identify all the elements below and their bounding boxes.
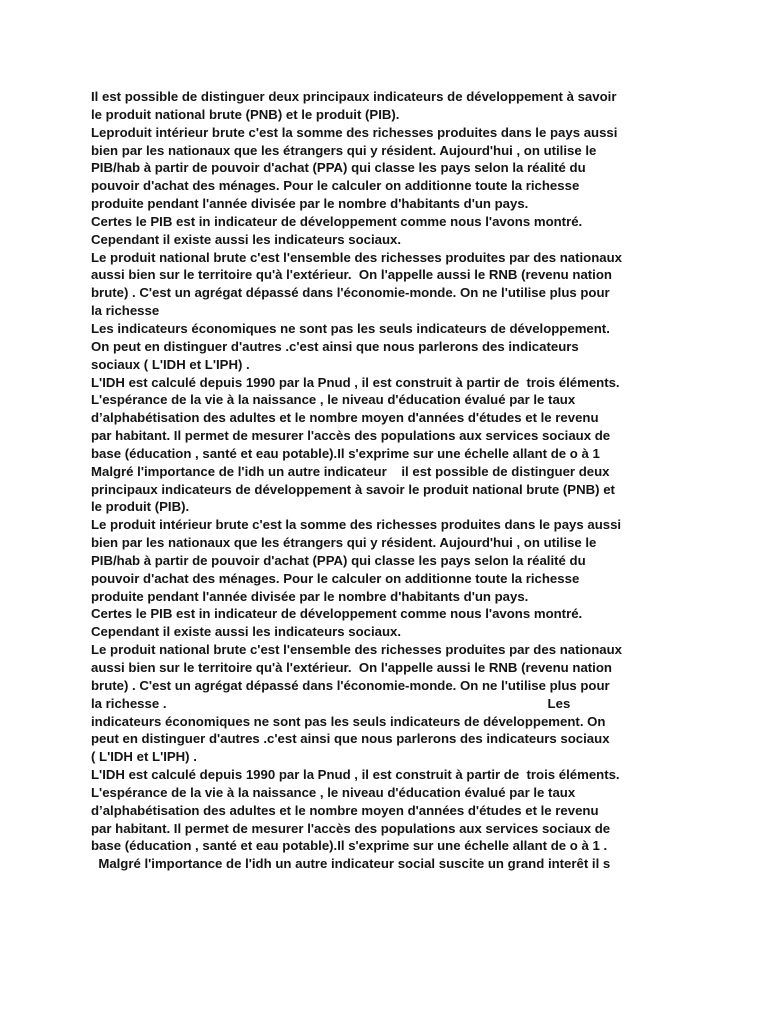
text-line: Certes le PIB est in indicateur de développement comme nous l'avons montré. (91, 213, 583, 229)
text-line: L'espérance de la vie à la naissance , le niveau d'éducation évalué par le taux (91, 784, 576, 800)
text-line: On peut en distinguer d'autres .c'est ainsi que nous parlerons des indicateurs (91, 338, 579, 354)
text-line: L'IDH est calculé depuis 1990 par la Pnud , il est construit à partir de trois éléments. (91, 374, 620, 390)
text-line: le produit national brute (PNB) et le produit (PIB). (91, 106, 400, 122)
text-line: bien par les nationaux que les étrangers qui y résident. Aujourd'hui , on utilise le (91, 142, 597, 158)
text-line: par habitant. Il permet de mesurer l'accès des populations aux services sociaux de (91, 428, 611, 444)
text-line: pouvoir d'achat des ménages. Pour le calculer on additionne toute la richesse (91, 178, 580, 194)
text-line: Malgré l'importance de l'idh un autre indicateur il est possible de distinguer deux (91, 463, 610, 479)
text-line: aussi bien sur le territoire qu'à l'extérieur. On l'appelle aussi le RNB (revenu nation (91, 660, 612, 675)
text-line: d’alphabétisation des adultes et le nombre moyen d'années d'études et le revenu (91, 410, 599, 426)
text-line: brute) . C'est un agrégat dépassé dans l'économie-monde. On ne l'utilise plus pour (91, 285, 610, 301)
text-line: Le produit intérieur brute c'est la somme des richesses produites dans le pays aussi (91, 517, 622, 533)
text-line: la richesse (91, 303, 160, 319)
text-line: L'espérance de la vie à la naissance , le niveau d'éducation évalué par le taux (91, 392, 576, 408)
text-line: Cependant il existe aussi les indicateurs sociaux. (91, 231, 402, 247)
text-line: d’alphabétisation des adultes et le nombre moyen d'années d'études et le revenu (91, 802, 599, 818)
text-line: bien par les nationaux que les étrangers qui y résident. Aujourd'hui , on utilise le (91, 535, 597, 551)
text-line: produite pendant l'année divisée par le nombre d'habitants d'un pays. (91, 588, 529, 604)
text-line: Leproduit intérieur brute c'est la somme des richesses produites dans le pays aussi (91, 124, 618, 140)
text-line: aussi bien sur le territoire qu'à l'extérieur. On l'appelle aussi le RNB (revenu nation (91, 267, 612, 283)
text-line: produite pendant l'année divisée par le nombre d'habitants d'un pays. (91, 196, 529, 212)
text-line: PIB/hab à partir de pouvoir d'achat (PPA) qui classe les pays selon la réalité du (91, 552, 586, 568)
text-line: Le produit national brute c'est l'ensemble des richesses produites par des nationaux (91, 642, 622, 658)
text-line: indicateurs économiques ne sont pas les seuls indicateurs de développement. On (91, 713, 606, 729)
text-line: principaux indicateurs de développement à savoir le produit national brute (PNB) et (91, 481, 615, 497)
text-line: brute) . C'est un agrégat dépassé dans l'économie-monde. On ne l'utilise plus pour (91, 677, 610, 693)
text-line: le produit (PIB). (91, 499, 190, 515)
text-line: Cependant il existe aussi les indicateurs sociaux. (91, 624, 402, 640)
text-line: Le produit national brute c'est l'ensemble des richesses produites par des nationaux (91, 249, 622, 265)
text-line: par habitant. Il permet de mesurer l'accès des populations aux services sociaux de (91, 820, 611, 836)
text-line: sociaux ( L'IDH et L'IPH) . (91, 356, 250, 372)
text-line: L'IDH est calculé depuis 1990 par la Pnud , il est construit à partir de trois éléments. (91, 767, 620, 783)
document-page (91, 88, 691, 873)
text-line: ( L'IDH et L'IPH) . (91, 749, 197, 765)
text-line: peut en distinguer d'autres .c'est ainsi que nous parlerons des indicateurs sociaux (91, 731, 610, 747)
text-line: base (éducation , santé et eau potable).Il s'exprime sur une échelle allant de o à 1 . (91, 838, 608, 854)
text-line: Les indicateurs économiques ne sont pas les seuls indicateurs de développement. (91, 320, 610, 336)
text-line: Malgré l'importance de l'idh un autre indicateur social suscite un grand interêt il s (91, 856, 611, 872)
text-line: Certes le PIB est in indicateur de développement comme nous l'avons montré. (91, 606, 583, 622)
text-line: Il est possible de distinguer deux principaux indicateurs de développement à savoir (91, 89, 617, 104)
text-line: la richesse . Les (91, 695, 571, 711)
text-line: base (éducation , santé et eau potable).Il s'exprime sur une échelle allant de o à 1 (91, 445, 600, 461)
text-line: PIB/hab à partir de pouvoir d'achat (PPA) qui classe les pays selon la réalité du (91, 160, 586, 176)
text-line: pouvoir d'achat des ménages. Pour le calculer on additionne toute la richesse (91, 570, 580, 586)
